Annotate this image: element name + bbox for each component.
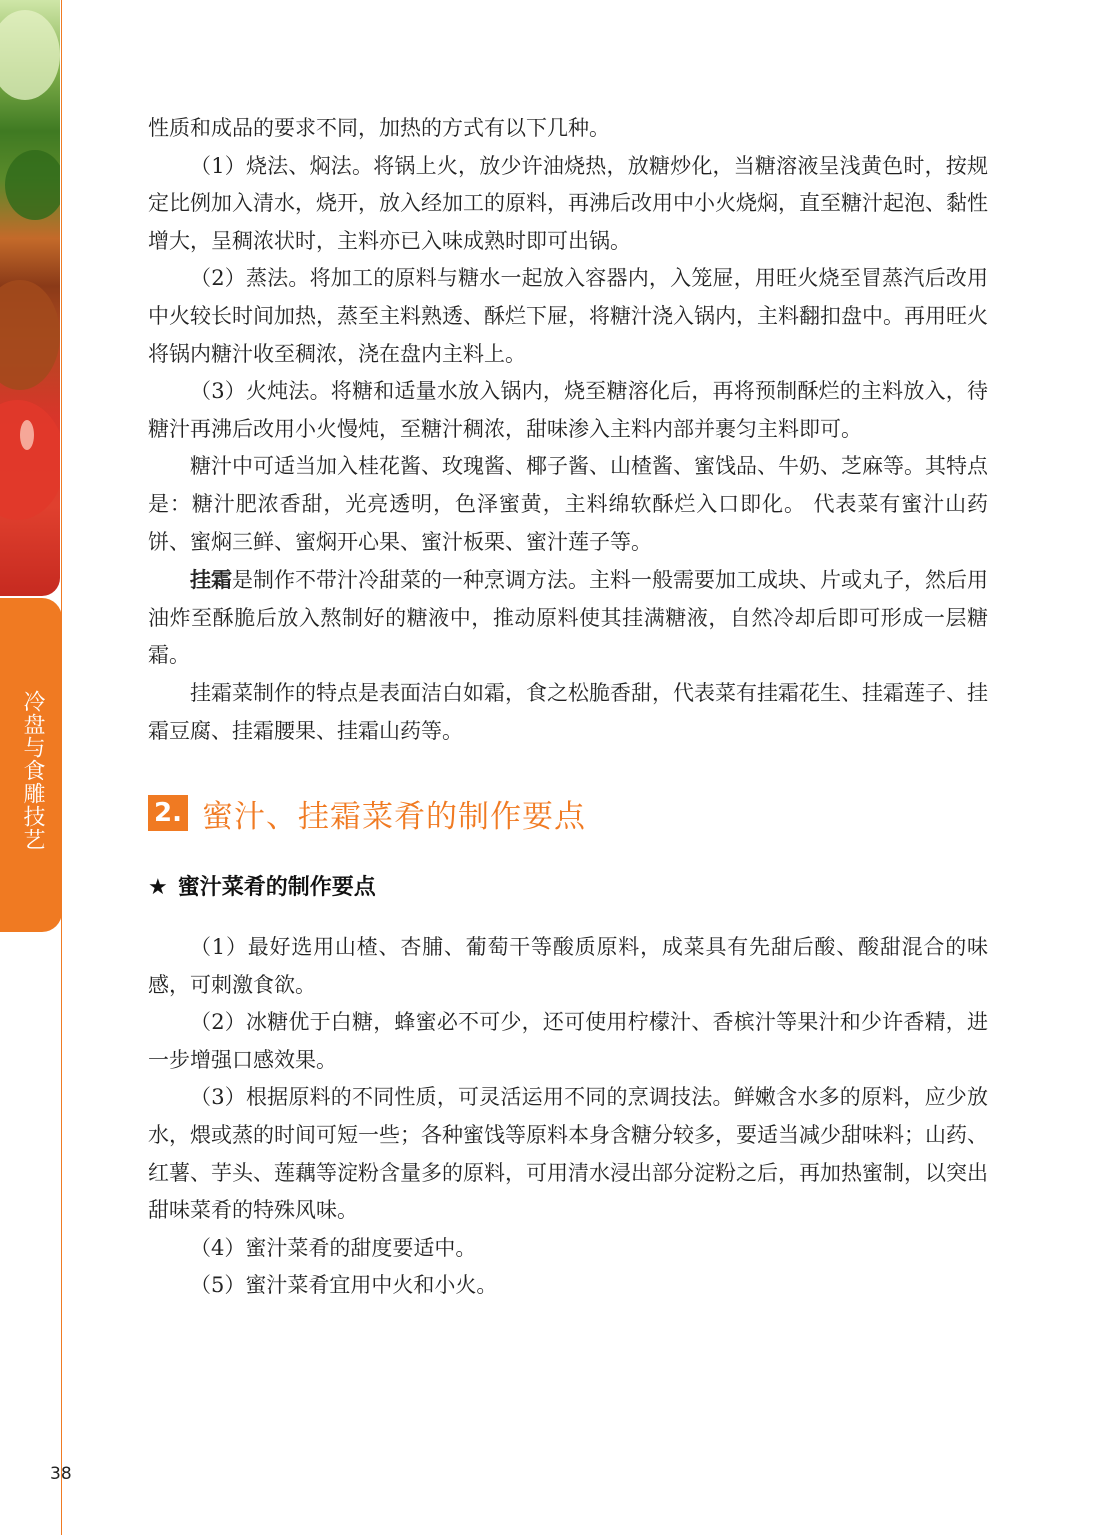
onion-shape [0,280,60,390]
paragraph: （3）火炖法。将糖和适量水放入锅内，烧至糖溶化后，再将预制酥烂的主料放入，待糖汁再沸后改用小火慢炖，至糖汁稠浓，甜味渗入主料内部并裹匀主料即可。 [148,379,988,441]
points-list [148,929,988,1305]
subsection-title: 蜜汁菜肴的制作要点 [177,875,376,900]
left-margin-decoration [0,0,62,1535]
herb-leaf-shape [5,150,60,220]
list-item: （3）根据原料的不同性质，可灵活运用不同的烹调技法。鲜嫩含水多的原料，应少放水，煨或蒸的时间可短一些；各种蜜饯等原料本身含糖分较多，要适当减少甜味料；山药、红薯、芋头、莲藕等淀粉含量多的原料，可用清水浸出部分淀粉之后，再加热蜜制，以突出甜味菜肴的特殊风味。 [148,1085,988,1223]
list-item: （4）蜜汁菜肴的甜度要适中。 [190,1235,477,1260]
section-title: 蜜汁、挂霜菜肴的制作要点 [201,798,586,835]
guashuang-definition: 是制作不带汁冷甜菜的一种烹调方法。主料一般需要加工成块、片或丸子，然后用油炸至酥脆后放入熬制好的糖液中，推动原料使其挂满糖液，自然冷却后即可形成一层糖霜。 [148,568,988,668]
list-item: （1）最好选用山楂、杏脯、葡萄干等酸质原料，成菜具有先甜后酸、酸甜混合的味感，可刺激食欲。 [148,935,988,997]
subsection-heading [148,870,376,901]
tomato-highlight [20,420,34,450]
paragraph: 挂霜菜制作的特点是表面洁白如霜，食之松脆香甜，代表菜有挂霜花生、挂霜莲子、挂霜豆腐、挂霜腰果、挂霜山药等。 [148,680,988,743]
list-item: （2）冰糖优于白糖，蜂蜜必不可少，还可使用柠檬汁、香槟汁等果汁和少许香精，进一步增强口感效果。 [148,1010,988,1072]
margin-rule [61,0,62,1535]
list-item: （5）蜜汁菜肴宜用中火和小火。 [190,1273,498,1298]
guashuang-term: 挂霜 [190,567,232,593]
chapter-tab-label: 冷盘与食雕技艺 [20,690,45,851]
paragraph: 性质和成品的要求不同，加热的方式有以下几种。 [148,116,610,140]
page-number: 38 [50,1464,72,1484]
lettuce-leaf-shape [0,10,60,100]
paragraph-guashuang [148,561,988,675]
star-icon: ★ [148,875,168,900]
paragraph: （2）蒸法。将加工的原料与糖水一起放入容器内，入笼屉，用旺火烧至冒蒸汽后改用中火较长时间加热，蒸至主料熟透、酥烂下屉，将糖汁浇入锅内，主料翻扣盘中。再用旺火将锅内糖汁收至稠浓，浇在盘内主料上。 [148,266,988,366]
vegetable-photo [0,0,60,596]
section-number: 2. [148,795,188,831]
section-heading [148,793,586,833]
paragraph: 糖汁中可适当加入桂花酱、玫瑰酱、椰子酱、山楂酱、蜜饯品、牛奶、芝麻等。其特点是：糖汁肥浓香甜，光亮透明，色泽蜜黄，主料绵软酥烂入口即化。 代表菜有蜜汁山药饼、蜜焖三鲜、蜜焖开心果、蜜汁板栗、蜜汁莲子等。 [148,454,988,554]
tomato-shape [0,400,60,520]
body-text [148,110,988,750]
paragraph: （1）烧法、焖法。将锅上火，放少许油烧热，放糖炒化，当糖溶液呈浅黄色时，按规定比例加入清水，烧开，放入经加工的原料，再沸后改用中小火烧焖，直至糖汁起泡、黏性增大，呈稠浓状时，主料亦已入味成熟时即可出锅。 [148,153,988,253]
